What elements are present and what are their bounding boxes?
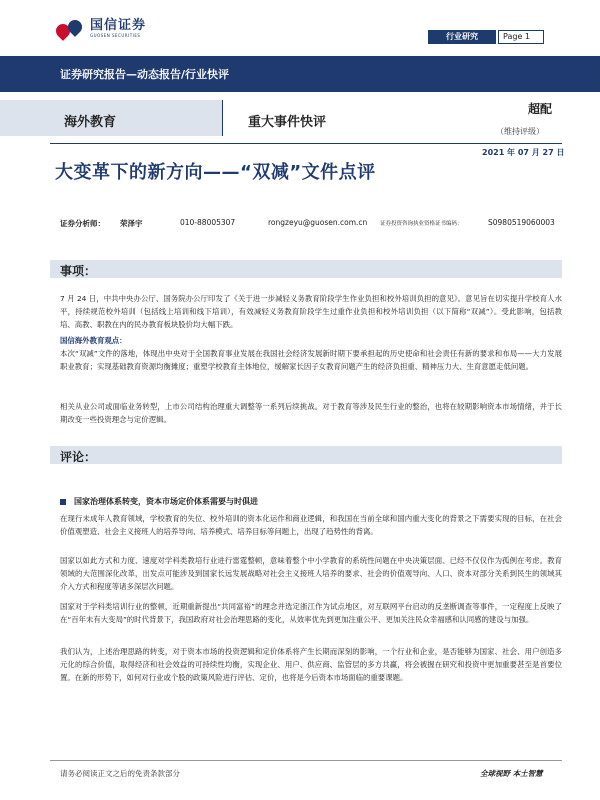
disclaimer-note: 请务必阅读正文之后的免责条款部分 [60, 769, 180, 778]
view-heading: 国信海外教育观点： [60, 336, 127, 345]
company-logo [56, 18, 146, 40]
page-title: 大变革下的新方向——“双减”文件点评 [55, 162, 376, 183]
section-bar [50, 446, 562, 464]
bullet-heading [60, 496, 258, 507]
analyst-phone: 010-88005307 [180, 218, 236, 227]
report-date: 2021 年 07 月 27 日 [482, 148, 565, 157]
footer-divider [50, 760, 562, 761]
paragraph: 相关从业公司或面临业务转型，上市公司结构治理重大调整等一系列后续挑战。对于教育等涉及民生行业的整治，也将在较期影响资本市场情绪，并于长期改变一些投资理念与定价逻辑。 [60, 402, 562, 424]
paragraph: 我们认为，上述治理思路的转变，对于资本市场的投资逻辑和定价体系将产生长期而深刻的影响，一个行业和企业，是否能够为国家、社会、用户创造多元化的综合价值，取得经济和社会效益的可持续性均衡，实现企业、用户、供应商、监管层的多方共赢，将会被握在研究和投资中更加重要甚至是首要位置。在新的形势下，如何对行业或个股的政策风险进行评估、定价，也将是今后资本市场面临的重要课题。 [60, 647, 562, 682]
bullet-heading-text: 国家治理体系转变，资本市场定价体系需要与时俱进 [74, 497, 258, 506]
page-number: Page 1 [498, 30, 544, 44]
analyst-email[interactable]: rongzeyu@guosen.com.cn [268, 218, 368, 227]
report-type-tag: 行业研究 [428, 30, 496, 44]
analyst-info [60, 218, 555, 229]
paragraph: 国家对于学科类培训行业的整顿，近期重新提出“共同富裕”的理念并选定浙江作为试点地区，对互联网平台启动的反垄断调查等事件，一定程度上反映了在“百年未有大变局”的时代背景下，我国政府对社会治理思路的变化，从效率优先到更加注重公平、更加关注民众幸福感和认同感的建设与加强。 [60, 602, 562, 624]
sector-title: 海外教育 [64, 115, 117, 130]
rating: 超配 [528, 102, 553, 116]
logo-mark-icon [56, 18, 86, 40]
section-bar [50, 260, 562, 278]
license-label: 证券投资咨询执业资格证书编码： [380, 221, 463, 227]
paragraph: 国家以如此方式和力度、速度对学科类教培行业进行雷霆整顿，意味着整个中小学教育的系统性问题在中央决策层面、已经不仅仅作为孤例在考虑。教育领域的大范围深化改革，出发点可能涉及到国家长远发展战略对社会主义接班人培养的要求、社会的价值观导向、人口、资本对部分关系到民生的领域其介入方式和程度等诸多深层次问题。 [60, 556, 562, 591]
analyst-name: 荣泽宇 [120, 219, 143, 228]
footer-slogan: 全球视野 本土智慧 [480, 769, 543, 778]
analyst-label: 证券分析师： [60, 219, 105, 228]
paragraph: 7 月 24 日，中共中央办公厅、国务院办公厅印发了《关于进一步减轻义务教育阶段学生作业负担和校外培训负担的意见》。意见旨在切实提升学校育人水平，持续规范校外培训（包括线上培训和线下培训），有效减轻义务教育阶段学生过重作业负担和校外培训负担（以下简称“双减”）。受此影响，包括教培、高教、职教在内的民办教育板块股价均大幅下跌。 [60, 294, 562, 329]
event-title: 重大事件快评 [248, 115, 327, 130]
divider [222, 100, 223, 136]
report-category: 证券研究报告—动态报告/行业快评 [60, 68, 230, 81]
rating-sub: （维持评级） [496, 127, 544, 136]
bullet-square-icon [60, 499, 66, 505]
section-heading: 评论： [60, 450, 97, 464]
logo-name-cn: 国信证券 [90, 18, 147, 33]
divider [50, 143, 562, 144]
logo-name-en: GUOSEN SECURITIES [90, 33, 141, 38]
license-number: S0980519060003 [488, 218, 555, 227]
section-heading: 事项： [60, 264, 97, 278]
paragraph: 在现行未成年人教育领域，学校教育的失位、校外培训的资本化运作和商业逻辑，和我国在当前全球和国内重大变化的背景之下需要实现的目标，在社会价值观塑造、社会主义接班人的培养导向、培养模式、培养目标等问题上，出现了趋势性的背离。 [60, 514, 562, 536]
paragraph: 本次“双减”文件的落地，体现出中央对于全国教育事业发展在我国社会经济发展新时期下要承担起的历史使命和社会责任有新的要求和布局——大力发展职业教育；实现基础教育资源均衡摊度；重塑学校教育主体地位，缓解家长因子女教育问题产生的经济负担重、精神压力大、生育意愿走低问题。 [60, 349, 562, 371]
